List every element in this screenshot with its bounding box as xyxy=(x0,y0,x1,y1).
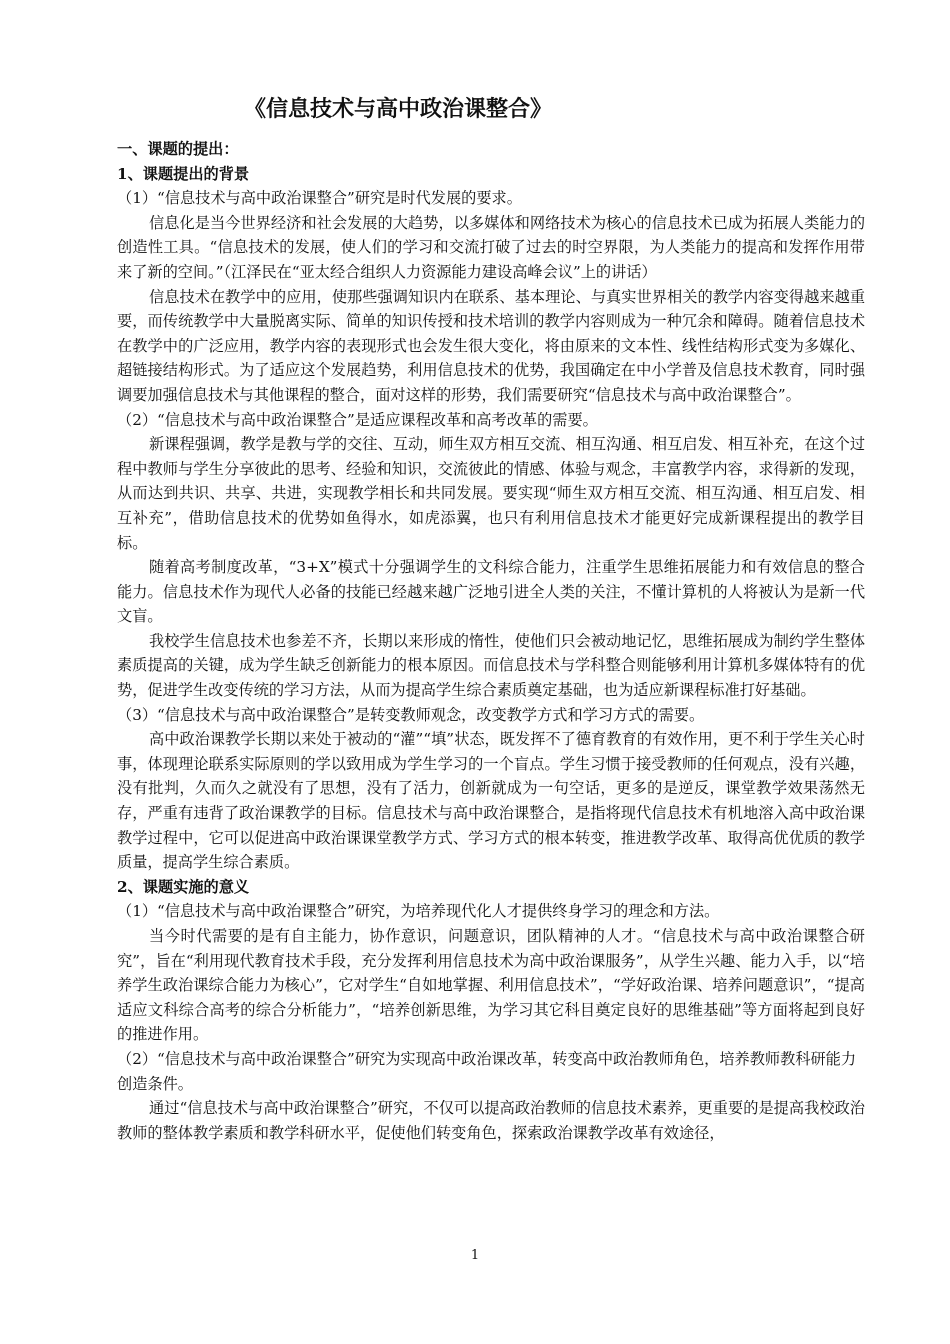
point-heading: （1）“信息技术与高中政治课整合”研究，为培养现代化人才提供终身学习的理念和方法。 xyxy=(117,902,720,921)
paragraph: 高中政治课教学长期以来处于被动的“灌”“填”状态，既发挥不了德育教育的有效作用，更不利于学生关心时事，体现理论联系实际原则的学以致用成为学生学习的一个盲点。学生习惯于接受教师的任何观点，没有兴趣，没有批判，久而久之就没有了思想，没有了活力，创新就成为一句空话，更多的是逆反，课堂教学效果荡然无存，严重有违背了政治课教学的目标。信息技术与高中政治课整合，是指将现代信息技术有机地溶入高中政治课教学过程中，它可以促进高中政治课课堂教学方式、学习方式的根本转变，推进教学改革、取得高优优质的教学质量，提高学生综合素质。 xyxy=(117,730,865,872)
document-title: 《信息技术与高中政治课整合》 xyxy=(244,96,553,122)
paragraph: 当今时代需要的是有自主能力，协作意识，问题意识，团队精神的人才。“信息技术与高中政治课整合研究”，旨在“利用现代教育技术手段，充分发挥利用信息技术为高中政治课服务”，从学生兴趣、能力入手，以“培养学生政治课综合能力为核心”，它对学生“自如地掌握、利用信息技术”，“学好政治课、培养问题意识”，“提高适应文科综合高考的综合分析能力”，“培养创新思维，为学习其它科目奠定良好的思维基础”等方面将起到良好的推进作用。 xyxy=(117,927,865,1044)
paragraph: 通过“信息技术与高中政治课整合”研究，不仅可以提高政治教师的信息技术素养，更重要的是提高我校政治教师的整体教学素质和教学科研水平，促使他们转变角色，探索政治课教学改革有效途径， xyxy=(117,1099,865,1142)
point-heading: （3）“信息技术与高中政治课整合”是转变教师观念，改变教学方式和学习方式的需要。 xyxy=(117,705,705,724)
point-heading: （2）“信息技术与高中政治课整合”是适应课程改革和高考改革的需要。 xyxy=(117,410,598,429)
paragraph: 随着高考制度改革，“3+X”模式十分强调学生的文科综合能力，注重学生思维拓展能力和有效信息的整合能力。信息技术作为现代人必备的技能已经越来越广泛地引进全人类的关注，不懂计算机的人将被认为是新一代文盲。 xyxy=(117,558,865,626)
paragraph: 新课程强调，教学是教与学的交往、互动，师生双方相互交流、相互沟通、相互启发、相互补充，在这个过程中教师与学生分享彼此的思考、经验和知识，交流彼此的情感、体验与观念，丰富教学内容，求得新的发现，从而达到共识、共享、共进，实现教学相长和共同发展。要实现“师生双方相互交流、相互沟通、相互启发、相互补充”，借助信息技术的优势如鱼得水，如虎添翼，也只有利用信息技术才能更好完成新课程提出的教学目标。 xyxy=(117,435,865,552)
subsection-heading: 2、课题实施的意义 xyxy=(117,877,250,896)
paragraph: 信息技术在教学中的应用，使那些强调知识内在联系、基本理论、与真实世界相关的教学内容变得越来越重要，而传统教学中大量脱离实际、简单的知识传授和技术培训的教学内容则成为一种冗余和障碍。随着信息技术在教学中的广泛应用，教学内容的表现形式也会发生很大变化，将由原来的文本性、线性结构形式变为多媒化、超链接结构形式。为了适应这个发展趋势，利用信息技术的优势，我国确定在中小学普及信息技术教育，同时强调要加强信息技术与其他课程的整合，面对这样的形势，我们需要研究“信息技术与高中政治课整合”。 xyxy=(117,287,865,404)
document-body xyxy=(117,137,865,1145)
paragraph: 我校学生信息技术也参差不齐，长期以来形成的惰性，使他们只会被动地记忆，思维拓展成为制约学生整体素质提高的关键，成为学生缺乏创新能力的根本原因。而信息技术与学科整合则能够利用计算机多媒体特有的优势，促进学生改变传统的学习方法，从而为提高学生综合素质奠定基础，也为适应新课程标准打好基础。 xyxy=(117,631,865,700)
subsection-heading: 1、课题提出的背景 xyxy=(117,164,250,183)
section-heading: 一、课题的提出： xyxy=(117,140,239,158)
paragraph: 信息化是当今世界经济和社会发展的大趋势，以多媒体和网络技术为核心的信息技术已成为拓展人类能力的创造性工具。“信息技术的发展，使人们的学习和交流打破了过去的时空界限，为人类能力的提高和发挥作用带来了新的空间。”（江泽民在“亚太经合组织人力资源能力建设高峰会议”上的讲话） xyxy=(117,213,865,281)
point-heading: （1）“信息技术与高中政治课整合”研究是时代发展的要求。 xyxy=(117,189,522,208)
point-heading: （2）“信息技术与高中政治课整合”研究为实现高中政治课改革，转变高中政治教师角色，培养教师教科研能力创造条件。 xyxy=(117,1049,857,1093)
page-number: 1 xyxy=(470,1248,480,1263)
